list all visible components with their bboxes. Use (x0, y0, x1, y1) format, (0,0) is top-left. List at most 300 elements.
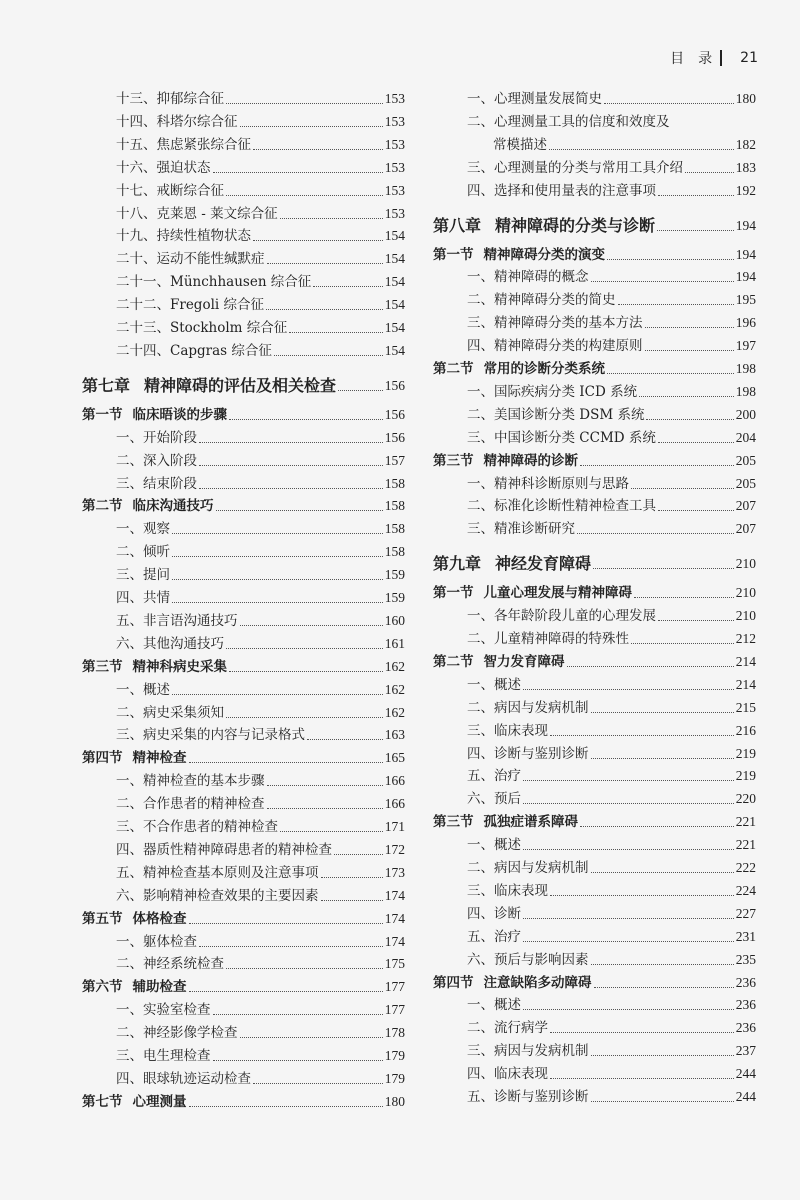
toc-page-number: 153 (384, 136, 405, 152)
toc-page-number: 171 (384, 819, 405, 834)
toc-entry-title: 一、精神科诊断原则与思路 (467, 475, 629, 492)
toc-entry-title: 一、概述 (467, 676, 521, 693)
toc-entry[interactable] (433, 497, 756, 515)
dot-leader (213, 1060, 383, 1061)
toc-entry-title: 二、美国诊断分类 DSM 系统 (467, 406, 645, 423)
toc-entry-title: 二、心理测量工具的信度和效度及 (467, 113, 670, 130)
toc-page-number: 154 (384, 342, 405, 358)
toc-page-number: 177 (384, 979, 405, 995)
toc-page-number: 154 (384, 251, 405, 267)
dot-leader (567, 666, 734, 667)
dot-leader (307, 739, 383, 740)
toc-section[interactable] (433, 653, 756, 671)
dot-leader (253, 1083, 383, 1084)
toc-entry[interactable] (82, 429, 405, 447)
toc-section[interactable] (433, 813, 756, 831)
dot-leader (580, 465, 734, 466)
toc-entry[interactable] (433, 676, 756, 694)
toc-page-number: 154 (384, 297, 405, 313)
toc-page-number: 227 (735, 905, 756, 921)
toc-section-number: 第一节 (433, 246, 474, 263)
toc-entry-title: 五、非言语沟通技巧 (116, 612, 238, 629)
dot-leader (685, 172, 734, 173)
toc-section-title: 常用的诊断分类系统 (483, 361, 605, 377)
toc-entry-title: 四、共情 (116, 590, 170, 606)
dot-leader (591, 281, 734, 282)
dot-leader (199, 946, 383, 947)
dot-leader (631, 643, 734, 644)
toc-page-number: 158 (384, 475, 405, 491)
dot-leader (172, 533, 383, 534)
toc-chapter-heading (433, 217, 655, 235)
toc-entry-title: 三、结束阶段 (116, 475, 197, 492)
toc-page-number: 154 (384, 320, 405, 335)
toc-entry[interactable] (433, 1088, 756, 1106)
toc-section[interactable] (82, 749, 405, 767)
toc-page-number: 200 (735, 406, 756, 422)
toc-page-number: 221 (735, 837, 756, 853)
toc-entry[interactable] (82, 772, 405, 790)
dot-leader (289, 332, 382, 333)
toc-entry[interactable] (433, 630, 756, 648)
toc-chapter-title: 精神障碍的评估及相关检查 (144, 375, 337, 395)
toc-entry[interactable] (433, 314, 756, 332)
toc-chapter-number: 第七章 (82, 375, 131, 395)
toc-entry[interactable] (82, 566, 405, 584)
page-number: 21 (740, 50, 758, 66)
toc-entry[interactable] (433, 905, 756, 923)
toc-entry[interactable] (82, 319, 405, 337)
toc-entry[interactable] (82, 841, 405, 859)
toc-page-number: 173 (384, 864, 405, 880)
dot-leader (594, 987, 734, 988)
toc-entry-title: 一、各年龄阶段儿童的心理发展 (467, 608, 656, 625)
toc-entry[interactable] (433, 836, 756, 854)
toc-entry[interactable] (433, 790, 756, 808)
toc-page-number: 231 (735, 928, 756, 944)
toc-entry[interactable] (82, 452, 405, 470)
toc-section[interactable] (433, 360, 756, 378)
toc-entry[interactable] (433, 429, 756, 447)
header-label: 目 录 (670, 51, 713, 67)
toc-entry[interactable] (82, 955, 405, 973)
toc-entry-title: 一、开始阶段 (116, 429, 197, 446)
toc-page-number: 194 (735, 246, 756, 262)
toc-section[interactable] (82, 406, 405, 424)
toc-entry[interactable] (82, 864, 405, 882)
toc-page-number: 214 (735, 676, 756, 692)
toc-section[interactable] (82, 497, 405, 515)
toc-page-number: 174 (384, 910, 405, 926)
toc-page-number: 182 (735, 136, 756, 152)
dot-leader (226, 648, 383, 649)
toc-section-number: 第一节 (82, 406, 123, 423)
toc-entry[interactable] (82, 795, 405, 813)
toc-entry[interactable] (82, 1047, 405, 1065)
toc-entry-title: 一、观察 (116, 521, 170, 538)
toc-section-heading (433, 452, 578, 470)
toc-entry-title: 二、神经影像学检查 (116, 1025, 238, 1042)
dot-leader (229, 419, 383, 420)
toc-page-number: 198 (735, 361, 756, 376)
toc-entry[interactable] (433, 136, 756, 154)
toc-entry-title: 四、器质性精神障碍患者的精神检查 (116, 841, 332, 858)
running-header (670, 48, 758, 68)
dot-leader (634, 597, 734, 598)
toc-page-number: 177 (384, 1002, 405, 1018)
toc-entry-title: 六、影响精神检查效果的主要因素 (116, 887, 319, 904)
toc-entry[interactable] (82, 113, 405, 131)
toc-section[interactable] (433, 584, 756, 602)
toc-entry[interactable] (433, 722, 756, 740)
toc-entry[interactable] (82, 296, 405, 314)
toc-entry[interactable] (82, 1070, 405, 1088)
toc-entry-title: 五、治疗 (467, 768, 521, 785)
toc-page-number: 180 (384, 1093, 405, 1109)
toc-page-number: 207 (735, 498, 756, 514)
toc-entry-title: 三、精准诊断研究 (467, 521, 575, 538)
dot-leader (618, 304, 734, 305)
toc-entry-title: 十七、戒断综合征 (116, 182, 224, 199)
dot-leader (550, 1078, 734, 1079)
toc-page-number: 192 (735, 182, 756, 198)
toc-entry[interactable] (433, 882, 756, 900)
toc-entry[interactable] (82, 589, 405, 607)
toc-section-heading (82, 749, 187, 767)
toc-page-number: 197 (735, 338, 756, 354)
toc-page-number: 166 (384, 796, 405, 812)
toc-entry[interactable] (433, 90, 756, 108)
toc-chapter-title: 神经发育障碍 (495, 554, 592, 574)
toc-entry[interactable] (433, 337, 756, 355)
toc-entry-title: 六、预后 (467, 791, 521, 808)
toc-page-number: 222 (735, 860, 756, 875)
toc-page-number: 160 (384, 612, 405, 628)
toc-page-number: 237 (735, 1043, 756, 1059)
dot-leader (523, 941, 734, 942)
toc-section-heading (82, 1093, 187, 1111)
dot-leader (523, 1009, 734, 1010)
dot-leader (280, 218, 383, 219)
toc-page-number: 214 (735, 653, 756, 669)
toc-entry[interactable] (82, 90, 405, 108)
toc-entry[interactable] (433, 928, 756, 946)
dot-leader (523, 780, 734, 781)
toc-chapter[interactable] (82, 377, 405, 395)
toc-chapter-number: 第九章 (433, 554, 482, 574)
dot-leader (580, 826, 734, 827)
dot-leader (172, 602, 383, 603)
dot-leader (216, 510, 383, 511)
dot-leader (229, 671, 383, 672)
toc-entry[interactable] (82, 612, 405, 630)
toc-page-number: 210 (735, 556, 756, 572)
toc-entry-title: 三、心理测量的分类与常用工具介绍 (467, 159, 683, 176)
toc-entry-title: 二、精神障碍分类的简史 (467, 292, 616, 309)
toc-section[interactable] (82, 910, 405, 928)
dot-leader (267, 785, 383, 786)
toc-page-number: 210 (735, 608, 756, 624)
toc-section[interactable] (433, 452, 756, 470)
dot-leader (523, 849, 734, 850)
dot-leader (321, 900, 383, 901)
dot-leader (523, 803, 734, 804)
dot-leader (593, 568, 734, 569)
dot-leader (280, 831, 383, 832)
toc-page-number: 180 (735, 91, 756, 106)
toc-section-number: 第四节 (82, 750, 123, 767)
toc-entry[interactable] (82, 933, 405, 951)
toc-chapter[interactable] (433, 217, 756, 235)
toc-section[interactable] (82, 658, 405, 676)
toc-section-number: 第六节 (82, 979, 123, 996)
toc-page-number: 174 (384, 933, 405, 949)
toc-section-number: 第三节 (82, 658, 123, 675)
toc-chapter[interactable] (433, 555, 756, 573)
toc-section-title: 智力发育障碍 (483, 653, 565, 670)
dot-leader (313, 286, 382, 287)
dot-leader (591, 712, 734, 713)
toc-page-number: 183 (735, 159, 756, 175)
toc-page-number: 235 (735, 951, 756, 967)
toc-entry-title: 二、病因与发病机制 (467, 860, 589, 876)
toc-page-number: 205 (735, 475, 756, 491)
dot-leader (639, 396, 734, 397)
toc-chapter-number: 第八章 (433, 215, 482, 235)
toc-entry[interactable] (433, 745, 756, 763)
dot-leader (189, 923, 383, 924)
toc-page-number: 156 (384, 429, 405, 445)
toc-page-number: 210 (735, 585, 756, 601)
dot-leader (523, 689, 734, 690)
toc-section-heading (82, 658, 227, 676)
toc-entry[interactable] (433, 951, 756, 969)
toc-entry-title: 二、倾听 (116, 544, 170, 561)
toc-entry[interactable] (82, 227, 405, 245)
toc-entry[interactable] (82, 818, 405, 836)
toc-entry[interactable] (82, 520, 405, 538)
toc-entry-title: 三、病因与发病机制 (467, 1043, 589, 1060)
toc-entry[interactable] (433, 1042, 756, 1060)
dot-leader (189, 762, 383, 763)
toc-page-number: 158 (384, 544, 405, 560)
toc-entry-title: 十五、焦虑紧张综合征 (116, 136, 251, 153)
dot-leader (213, 172, 383, 173)
toc-entry[interactable] (433, 1019, 756, 1037)
toc-page-number: 215 (735, 699, 756, 715)
toc-entry[interactable] (82, 182, 405, 200)
toc-section-number: 第二节 (82, 498, 123, 515)
dot-leader (226, 968, 383, 969)
toc-page-number: 198 (735, 383, 756, 399)
toc-page-number: 163 (384, 727, 405, 743)
toc-entry[interactable] (433, 699, 756, 717)
toc-section-title: 临床沟通技巧 (132, 498, 214, 515)
toc-entry-title: 十九、持续性植物状态 (116, 228, 251, 245)
toc-entry[interactable] (433, 406, 756, 424)
dot-leader (658, 510, 734, 511)
toc-page-number: 154 (384, 228, 405, 244)
toc-page-number: 204 (735, 429, 756, 445)
toc-page-number: 162 (384, 704, 405, 720)
toc-page-number: 196 (735, 315, 756, 331)
toc-entry-title: 二、深入阶段 (116, 452, 197, 469)
toc-entry-title: 一、精神障碍的概念 (467, 269, 589, 286)
dot-leader (550, 735, 734, 736)
toc-page-number: 162 (384, 681, 405, 697)
toc-entry[interactable] (433, 159, 756, 177)
dot-leader (604, 103, 734, 104)
toc-entry-title: 二、流行病学 (467, 1020, 548, 1037)
toc-entry-title: 四、选择和使用量表的注意事项 (467, 182, 656, 199)
toc-entry[interactable] (82, 273, 405, 291)
toc-entry-title: 二十、运动不能性缄默症 (116, 251, 265, 268)
toc-page-number: 219 (735, 768, 756, 784)
toc-entry[interactable] (433, 859, 756, 877)
toc-page-number: 244 (735, 1089, 756, 1104)
toc-entry-title: 六、预后与影响因素 (467, 951, 589, 968)
toc-entry-title: 一、心理测量发展简史 (467, 91, 602, 107)
toc-page-number: 179 (384, 1070, 405, 1086)
dot-leader (607, 259, 734, 260)
toc-entry[interactable] (82, 159, 405, 177)
toc-page-number: 153 (384, 159, 405, 175)
toc-entry-title: 三、不合作患者的精神检查 (116, 819, 278, 835)
dot-leader (550, 895, 734, 896)
toc-entry[interactable] (82, 1024, 405, 1042)
toc-entry[interactable] (433, 475, 756, 493)
dot-leader (334, 854, 383, 855)
toc-page-number: 153 (384, 205, 405, 221)
toc-page-number: 194 (735, 269, 756, 285)
toc-page-number: 236 (735, 974, 756, 990)
toc-page-number: 166 (384, 773, 405, 789)
toc-page-number: 158 (384, 521, 405, 537)
toc-page-number: 195 (735, 292, 756, 308)
dot-leader (274, 355, 383, 356)
dot-leader (226, 717, 383, 718)
dot-leader (172, 579, 383, 580)
dot-leader (172, 556, 383, 557)
toc-entry[interactable] (82, 136, 405, 154)
toc-entry-title: 二十四、Capgras 综合征 (116, 342, 272, 359)
toc-entry[interactable] (433, 113, 756, 131)
toc-section-number: 第二节 (433, 361, 474, 377)
dot-leader (523, 918, 734, 919)
toc-entry[interactable] (433, 767, 756, 785)
toc-entry[interactable] (433, 996, 756, 1014)
toc-entry-title: 二、神经系统检查 (116, 956, 224, 973)
toc-entry-title: 五、诊断与鉴别诊断 (467, 1089, 589, 1105)
toc-entry[interactable] (82, 726, 405, 744)
dot-leader (549, 149, 734, 150)
toc-entry-title: 二、病因与发病机制 (467, 699, 589, 716)
toc-entry-title: 常模描述 (493, 136, 547, 153)
toc-page-number: 161 (384, 635, 405, 651)
toc-entry-title: 四、临床表现 (467, 1066, 548, 1083)
toc-entry[interactable] (82, 250, 405, 268)
toc-page-number: 172 (384, 841, 405, 857)
dot-leader (591, 872, 734, 873)
toc-page-number: 156 (384, 406, 405, 422)
toc-entry[interactable] (433, 291, 756, 309)
toc-entry[interactable] (82, 543, 405, 561)
toc-entry[interactable] (82, 704, 405, 722)
dot-leader (267, 808, 383, 809)
toc-section[interactable] (82, 1093, 405, 1111)
toc-section[interactable] (82, 978, 405, 996)
toc-entry-title: 一、概述 (467, 837, 521, 854)
toc-page-number: 216 (735, 722, 756, 738)
toc-section-heading (433, 813, 578, 831)
toc-entry-title: 一、实验室检查 (116, 1002, 211, 1019)
dot-leader (253, 240, 383, 241)
toc-section[interactable] (433, 974, 756, 992)
toc-entry[interactable] (82, 681, 405, 699)
toc-entry[interactable] (433, 268, 756, 286)
toc-entry[interactable] (433, 607, 756, 625)
dot-leader (199, 488, 383, 489)
toc-page-number: 179 (384, 1048, 405, 1063)
toc-entry[interactable] (82, 635, 405, 653)
toc-page-number: 162 (384, 658, 405, 674)
toc-section[interactable] (433, 246, 756, 264)
toc-section-heading (82, 497, 214, 515)
dot-leader (658, 620, 734, 621)
toc-entry-title: 三、电生理检查 (116, 1048, 211, 1064)
toc-entry[interactable] (433, 383, 756, 401)
toc-entry-title: 十四、科塔尔综合征 (116, 113, 238, 130)
toc-entry-title: 六、其他沟通技巧 (116, 635, 224, 652)
toc-entry-title: 十六、强迫状态 (116, 159, 211, 176)
toc-entry-title: 五、精神检查基本原则及注意事项 (116, 864, 319, 881)
toc-entry-title: 一、概述 (116, 681, 170, 698)
dot-leader (226, 195, 383, 196)
toc-entry[interactable] (433, 182, 756, 200)
toc-entry[interactable] (82, 475, 405, 493)
toc-page-number: 194 (735, 217, 756, 233)
toc-entry-title: 三、提问 (116, 567, 170, 584)
dot-leader (577, 533, 734, 534)
toc-entry[interactable] (82, 205, 405, 223)
dot-leader (591, 1101, 734, 1102)
dot-leader (658, 442, 734, 443)
toc-entry-title: 二、合作患者的精神检查 (116, 796, 265, 813)
toc-section-title: 孤独症谱系障碍 (483, 814, 578, 831)
toc-entry[interactable] (82, 1001, 405, 1019)
toc-entry-title: 二十三、Stockholm 综合征 (116, 320, 288, 336)
toc-page-number: 157 (384, 452, 405, 468)
toc-page-number: 165 (384, 750, 405, 766)
dot-leader (591, 758, 734, 759)
toc-entry[interactable] (433, 520, 756, 538)
toc-section-heading (82, 978, 187, 996)
toc-entry-title: 十三、抑郁综合征 (116, 91, 224, 107)
toc-section-title: 精神障碍分类的演变 (483, 246, 605, 263)
toc-entry[interactable] (82, 887, 405, 905)
toc-entry-title: 十八、克莱恩 - 莱文综合征 (116, 205, 278, 222)
toc-entry[interactable] (82, 342, 405, 360)
toc-entry[interactable] (433, 1065, 756, 1083)
toc-page-number: 236 (735, 997, 756, 1013)
dot-leader (213, 1014, 383, 1015)
toc-section-number: 第一节 (433, 585, 474, 602)
toc-section-heading (82, 910, 187, 928)
dot-leader (338, 390, 383, 391)
toc-page-number: 207 (735, 521, 756, 537)
dot-leader (645, 350, 734, 351)
dot-leader (658, 195, 734, 196)
